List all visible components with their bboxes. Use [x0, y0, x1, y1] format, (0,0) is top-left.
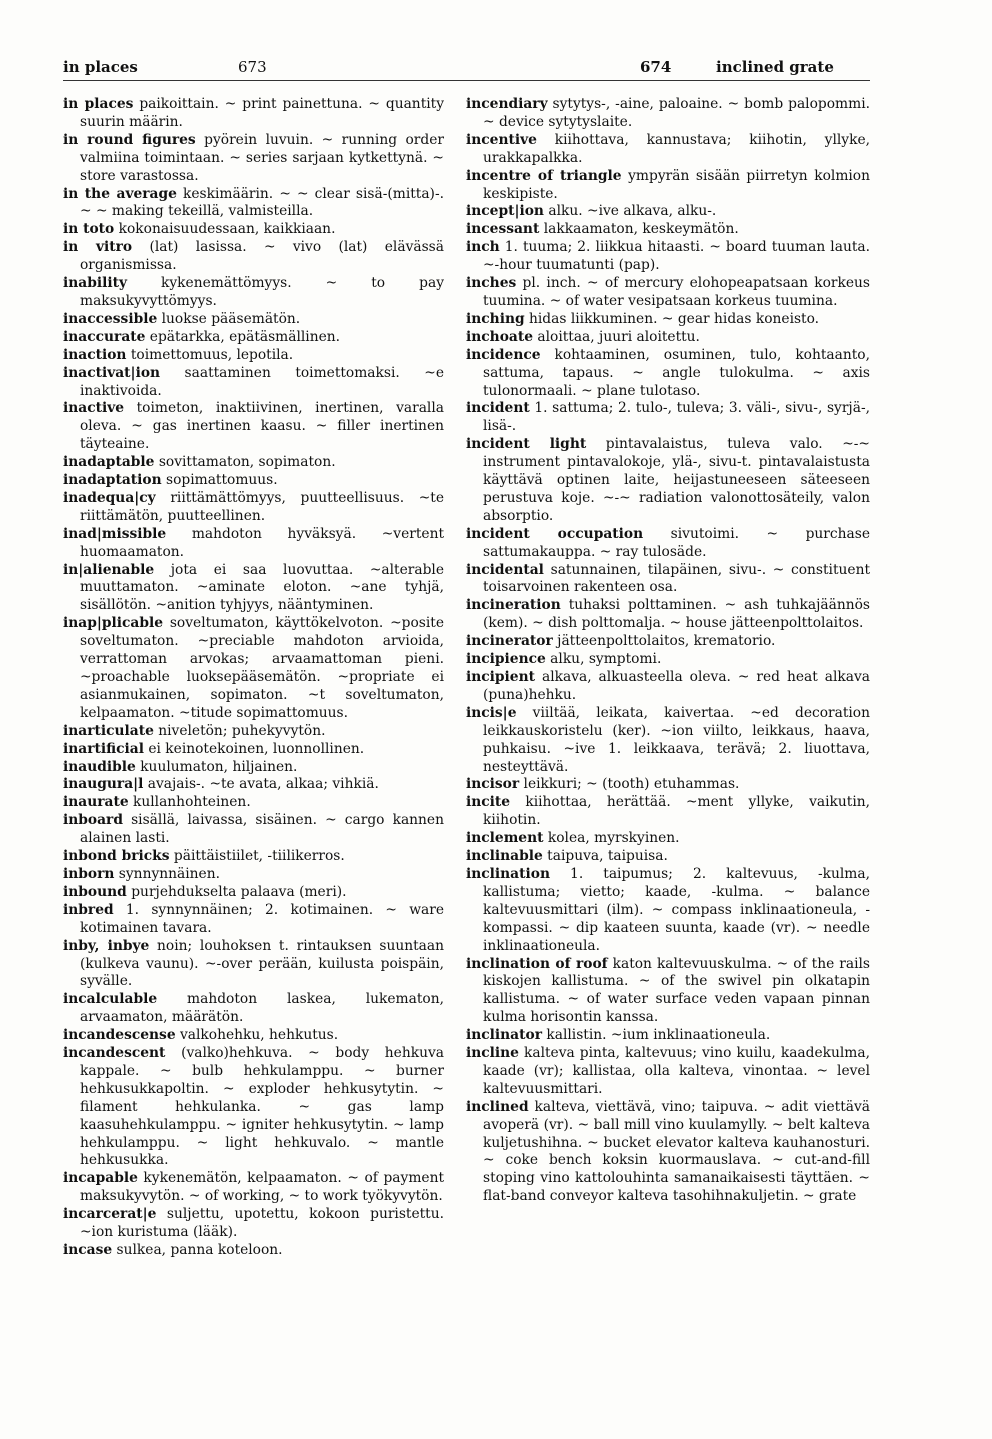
entry-headword: inbound: [63, 883, 127, 900]
entry-headword: inbond bricks: [63, 848, 170, 865]
entry-headword: inad|missible: [63, 525, 167, 542]
entry-headword: incineration: [466, 597, 561, 614]
entry-definition: tuhaksi polttaminen. ~ ash tuhkajäännös (kem). ~ dish polttomalja. ~ house jätteenpolttolaitos.: [483, 597, 870, 632]
dictionary-entry: [466, 866, 870, 956]
dictionary-entry: [466, 311, 870, 329]
dictionary-entry: [466, 203, 870, 221]
entry-definition: synnynnäinen.: [114, 865, 220, 882]
entry-definition: sulkea, panna koteloon.: [112, 1242, 283, 1258]
dictionary-entry: [63, 1242, 444, 1260]
entry-definition: toimeton, inaktiivinen, inertinen, varalla oleva. ~ gas inertinen kaasu. ~ filler inertinen täyteaine.: [80, 400, 444, 453]
entry-definition: kuulumaton, hiljainen.: [135, 758, 298, 775]
entry-headword: inching: [466, 310, 525, 327]
dictionary-entry: [63, 902, 444, 938]
entry-headword: incite: [466, 794, 511, 811]
dictionary-entry: [63, 132, 444, 186]
entry-headword: inactive: [63, 400, 125, 417]
dictionary-entry: [466, 329, 870, 347]
dictionary-entry: [466, 221, 870, 239]
entry-headword: in round figures: [63, 131, 196, 148]
dictionary-entry: [63, 562, 444, 616]
entry-definition: noin; louhoksen t. rintauksen suuntaan (kulkeva vaunu). ~-over perään, kuilusta poispäin, syvälle.: [80, 937, 444, 990]
dictionary-entry: [466, 400, 870, 436]
entry-definition: 1. tuuma; 2. liikkua hitaasti. ~ board tuuman lauta. ~-hour tuumatunti (pap).: [483, 239, 870, 274]
entry-headword: incentre of triangle: [466, 167, 622, 184]
entry-headword: incarcerat|e: [63, 1206, 157, 1223]
entry-definition: purjehdukselta palaava (meri).: [126, 883, 347, 900]
entry-definition: kolea, myrskyinen.: [543, 830, 680, 847]
entry-headword: incandescent: [63, 1045, 166, 1062]
dictionary-entry: [63, 329, 444, 347]
dictionary-entry: [466, 1027, 870, 1045]
entry-definition: ympyrän sisään piirretyn kolmion keskipiste.: [483, 167, 871, 202]
dictionary-entry: [63, 884, 444, 902]
entry-definition: kohtaaminen, osuminen, tulo, kohtaanto, sattuma, tapaus. ~ angle tulokulma. ~ axis tulonormaali. ~ plane tulotaso.: [483, 346, 870, 399]
entry-definition: soveltumaton, käyttökelvoton. ~posite soveltumaton. ~preciable mahdoton arvioida, verrattoman arvokas; arvaamattoman pieni. ~proachable luoksepääsemätön. ~propriate ei asianmukainen, sopimaton. ~t soveltumaton, kelpaamaton. ~titude sopimattomuus.: [80, 615, 444, 721]
entry-headword: inap|plicable: [63, 615, 164, 632]
entry-definition: suljettu, upotettu, kokoon puristettu. ~ion kuristuma (lääk).: [80, 1206, 444, 1241]
entry-headword: incandescense: [63, 1027, 176, 1044]
dictionary-entry: [466, 794, 870, 830]
dictionary-entry: [63, 239, 444, 275]
dictionary-entry: [466, 705, 870, 777]
running-head-left-guideword: in places: [63, 58, 138, 76]
left-column: [63, 96, 444, 1260]
dictionary-entry: [63, 1045, 444, 1170]
entry-definition: katon kaltevuuskulma. ~ of the rails kiskojen kallistuma. ~ of the swivel pin olkatapin kallistuma. ~ of water surface veden vapaan pinnan kulma horisontin kanssa.: [483, 955, 871, 1026]
entry-definition: 1. taipumus; 2. kaltevuus, -kulma, kallistuma; vietto; kaade, -kulma. ~ balance kaltevuusmittari (ilm). ~ compass inklinaationeula, -kompassi. ~ dip kaateen suunta, kaade (vr). ~ needle inklinaationeula.: [483, 865, 870, 954]
entry-definition: kalteva pinta, kaltevuus; vino kuilu, kaadekulma, kaade (vr); kallistaa, olla kalteva, vinontaa. ~ level kaltevuusmittari.: [483, 1045, 870, 1097]
dictionary-entry: [466, 96, 870, 132]
dictionary-entry: [466, 651, 870, 669]
header-rule-right: [468, 80, 870, 81]
dictionary-entry: [63, 1027, 444, 1045]
entry-headword: in places: [63, 96, 134, 112]
entry-definition: keskimäärin. ~ ~ clear sisä-(mitta)-. ~ ~ making tekeillä, valmisteilla.: [80, 185, 444, 220]
entry-definition: paikoittain. ~ print painettuna. ~ quantity suurin määrin.: [80, 96, 444, 130]
entry-definition: leikkuri; ~ (tooth) etuhammas.: [519, 776, 740, 793]
entry-definition: riittämättömyys, puutteellisuus. ~te riittämätön, puutteellinen.: [80, 489, 444, 524]
dictionary-entry: [63, 526, 444, 562]
entry-headword: inclined: [466, 1098, 529, 1115]
dictionary-entry: [63, 275, 444, 311]
entry-headword: incident occupation: [466, 525, 644, 542]
entry-definition: saattaminen toimettomaksi. ~e inaktivoida.: [80, 364, 444, 399]
entry-definition: (lat) lasissa. ~ vivo (lat) elävässä organismissa.: [80, 239, 444, 274]
dictionary-entry: [466, 562, 870, 598]
entry-headword: inclination: [466, 865, 550, 882]
entry-headword: incis|e: [466, 704, 517, 721]
dictionary-entry: [466, 526, 870, 562]
entry-definition: hidas liikkuminen. ~ gear hidas koneisto.: [524, 310, 820, 327]
entry-definition: valkohehku, hehkutus.: [175, 1027, 339, 1044]
dictionary-entry: [63, 1170, 444, 1206]
entry-definition: niveletön; puhekyvytön.: [153, 722, 326, 739]
entry-headword: incinerator: [466, 633, 553, 650]
right-page-number: 674: [640, 58, 672, 76]
dictionary-entry: [466, 347, 870, 401]
entry-definition: alku. ~ive alkava, alku-.: [543, 203, 717, 220]
entry-definition: 1. synnynnäinen; 2. kotimainen. ~ ware kotimainen tavara.: [80, 901, 444, 936]
entry-headword: in vitro: [63, 239, 133, 256]
entry-definition: mahdoton laskea, lukematon, arvaamaton, määrätön.: [80, 991, 444, 1026]
entry-definition: sivutoimi. ~ purchase sattumakauppa. ~ ray tulosäde.: [483, 525, 870, 560]
entry-definition: taipuva, taipuisa.: [542, 848, 668, 865]
entry-definition: luokse pääsemätön.: [157, 310, 301, 327]
dictionary-entry: [63, 490, 444, 526]
entry-headword: incipience: [466, 651, 546, 668]
entry-definition: pintavalaistus, tuleva valo. ~-~ instrument pintavalokoje, ylä-, sivu-t. pintavalaistusta käyttävä optinen laite, heijastuneeseen säteeseen perustuva koje. ~-~ radiation valonottosäteily, valon absorptio.: [483, 436, 870, 524]
entry-definition: kykenemätön, kelpaamaton. ~ of payment maksukyvytön. ~ of working, ~ to work työkyvytön.: [80, 1170, 444, 1205]
dictionary-entry: [466, 956, 870, 1028]
dictionary-entry: [466, 848, 870, 866]
entry-definition: lakkaamaton, keskeymätön.: [539, 221, 739, 238]
entry-headword: incapable: [63, 1170, 138, 1187]
entry-headword: inclement: [466, 830, 544, 847]
dictionary-entry: [63, 741, 444, 759]
entry-definition: alkava, alkuasteella oleva. ~ red heat alkava (puna)hehku.: [483, 669, 870, 703]
dictionary-entry: [466, 669, 870, 705]
entry-headword: inches: [466, 275, 517, 292]
entry-headword: incipient: [466, 669, 535, 685]
dictionary-entry: [466, 776, 870, 794]
entry-headword: inclinable: [466, 848, 543, 865]
dictionary-entry: [466, 436, 870, 526]
dictionary-entry: [63, 472, 444, 490]
entry-headword: inaurate: [63, 794, 129, 811]
dictionary-entry: [63, 221, 444, 239]
entry-headword: inadaptable: [63, 454, 155, 471]
entry-headword: inaccessible: [63, 310, 158, 327]
entry-definition: pyörein luvuin. ~ running order valmiina toimintaan. ~ series sarjaan kytkettynä. ~ store varastossa.: [80, 131, 444, 184]
entry-headword: incase: [63, 1242, 113, 1258]
entry-definition: mahdoton hyväksyä. ~vertent huomaamaton.: [80, 525, 444, 560]
dictionary-entry: [466, 633, 870, 651]
entry-headword: inaudible: [63, 758, 136, 775]
entry-headword: inarticulate: [63, 722, 154, 739]
entry-headword: incept|ion: [466, 203, 544, 220]
dictionary-entry: [63, 991, 444, 1027]
entry-headword: inadaptation: [63, 472, 162, 489]
entry-headword: in toto: [63, 221, 115, 238]
entry-headword: incentive: [466, 131, 537, 148]
entry-headword: inaction: [63, 346, 127, 363]
entry-headword: inaugura|l: [63, 776, 144, 793]
dictionary-entry: [466, 132, 870, 168]
dictionary-entry: [63, 186, 444, 222]
dictionary-entry: [466, 597, 870, 633]
dictionary-entry: [466, 168, 870, 204]
entry-headword: inclinator: [466, 1027, 542, 1044]
entry-headword: incidence: [466, 346, 541, 363]
entry-headword: inactivat|ion: [63, 364, 161, 381]
entry-definition: kullanhohteinen.: [128, 794, 251, 811]
dictionary-entry: [63, 723, 444, 741]
entry-headword: in|alienable: [63, 561, 155, 578]
dictionary-entry: [63, 812, 444, 848]
entry-headword: inartificial: [63, 740, 144, 757]
entry-headword: inboard: [63, 812, 123, 829]
dictionary-entry: [63, 794, 444, 812]
entry-definition: satunnainen, tilapäinen, sivu-. ~ constituent toisarvoinen rakenteen osa.: [483, 561, 870, 596]
left-page-number: 673: [238, 58, 267, 76]
entry-definition: 1. sattuma; 2. tulo-, tuleva; 3. väli-, sivu-, syrjä-, lisä-.: [483, 400, 870, 435]
dictionary-entry: [63, 365, 444, 401]
entry-definition: viiltää, leikata, kaivertaa. ~ed decoration leikkauskoristelu (ker). ~ion viilto, leikkaus, haava, puhkaisu. ~ive 1. leikkaava, terävä; 2. liuottava, nesteyttävä.: [483, 704, 870, 775]
entry-headword: inadequa|cy: [63, 489, 156, 506]
entry-definition: kalteva, viettävä, vino; taipuva. ~ adit viettävä avoperä (vr). ~ ball mill vino kuulamylly. ~ belt kalteva kuljetushihna. ~ bucket elevator kalteva kauhanosturi. ~ coke bench koksin kuormauslava. ~ cut-and-fill stoping vino kattolouhinta samanaikaisesti täyttäen. ~ flat-band conveyor kalteva tasohihnakuljetin. ~ grate: [483, 1098, 870, 1205]
dictionary-entry: [466, 1099, 870, 1206]
entry-definition: päittäistiilet, -tiilikerros.: [169, 848, 345, 865]
entry-headword: incessant: [466, 221, 540, 238]
dictionary-entry: [63, 759, 444, 777]
entry-headword: inability: [63, 275, 127, 292]
entry-headword: inchoate: [466, 328, 533, 345]
dictionary-entry: [466, 239, 870, 275]
dictionary-entry: [63, 311, 444, 329]
entry-definition: alku, symptomi.: [545, 651, 662, 668]
dictionary-entry: [466, 275, 870, 311]
entry-headword: inborn: [63, 865, 115, 882]
entry-definition: epätarkka, epätäsmällinen.: [145, 328, 341, 345]
entry-headword: incalculable: [63, 991, 158, 1008]
dictionary-entry: [63, 400, 444, 454]
entry-headword: in the average: [63, 185, 177, 202]
entry-headword: incident light: [466, 436, 587, 453]
dictionary-entry: [63, 776, 444, 794]
entry-headword: incident: [466, 400, 530, 417]
entry-headword: incline: [466, 1045, 519, 1062]
entry-definition: sopimattomuus.: [161, 472, 278, 489]
entry-headword: incidental: [466, 561, 544, 578]
dictionary-entry: [466, 1045, 870, 1099]
entry-definition: kokonaisuudessaan, kaikkiaan.: [114, 221, 336, 238]
entry-headword: inbred: [63, 901, 114, 918]
entry-definition: kiihottaa, herättää. ~ment yllyke, vaikutin, kiihotin.: [483, 794, 870, 829]
dictionary-entry: [63, 1206, 444, 1242]
entry-definition: pl. inch. ~ of mercury elohopeapatsaan korkeus tuumina. ~ of water vesipatsaan korkeus tuumina.: [483, 275, 870, 309]
dictionary-entry: [63, 347, 444, 365]
entry-definition: kykenemättömyys. ~ to pay maksukyvyttömyys.: [80, 275, 444, 309]
dictionary-entry: [63, 96, 444, 132]
entry-headword: inaccurate: [63, 328, 146, 345]
dictionary-entry: [63, 938, 444, 992]
entry-definition: avajais-. ~te avata, alkaa; vihkiä.: [143, 776, 379, 793]
dictionary-entry: [63, 454, 444, 472]
entry-definition: sisällä, laivassa, sisäinen. ~ cargo kannen alainen lasti.: [80, 812, 444, 847]
entry-definition: toimettomuus, lepotila.: [126, 346, 294, 363]
dictionary-entry: [466, 830, 870, 848]
entry-definition: kiihottava, kannustava; kiihotin, yllyke, urakkapalkka.: [483, 131, 870, 166]
entry-headword: incendiary: [466, 96, 548, 112]
dictionary-entry: [63, 848, 444, 866]
entry-headword: inby, inbye: [63, 937, 150, 954]
entry-headword: inclination of roof: [466, 955, 608, 972]
entry-definition: ei keinotekoinen, luonnollinen.: [143, 740, 365, 757]
running-head-right-guideword: inclined grate: [716, 58, 834, 76]
entry-headword: inch: [466, 239, 500, 256]
header-rule-left: [63, 80, 468, 81]
dictionary-entry: [63, 866, 444, 884]
right-column: [466, 96, 870, 1206]
entry-definition: kallistin. ~ium inklinaationeula.: [541, 1027, 771, 1044]
entry-definition: jätteenpolttolaitos, krematorio.: [552, 633, 776, 650]
entry-definition: sytytys-, -aine, paloaine. ~ bomb palopommi. ~ device sytytyslaite.: [483, 96, 870, 130]
entry-definition: aloittaa, juuri aloitettu.: [533, 328, 700, 345]
entry-definition: sovittamaton, sopimaton.: [154, 454, 336, 471]
entry-definition: jota ei saa luovuttaa. ~alterable muuttamaton. ~aminate eloton. ~ane tyhjä, sisällötön. ~anition tyhjyys, nääntyminen.: [80, 561, 444, 614]
dictionary-entry: [63, 615, 444, 722]
entry-headword: incisor: [466, 776, 520, 793]
entry-definition: (valko)hehkuva. ~ body hehkuva kappale. ~ bulb hehkulamppu. ~ burner hehkusukkapoltin. ~ exploder hehkusytytin. ~ filament hehkulanka. ~ gas lamp kaasuhehkulamppu. ~ igniter hehkusytytin. ~ lamp hehkulamppu. ~ light hehkuvalo. ~ mantle hehkusukka.: [80, 1045, 444, 1169]
